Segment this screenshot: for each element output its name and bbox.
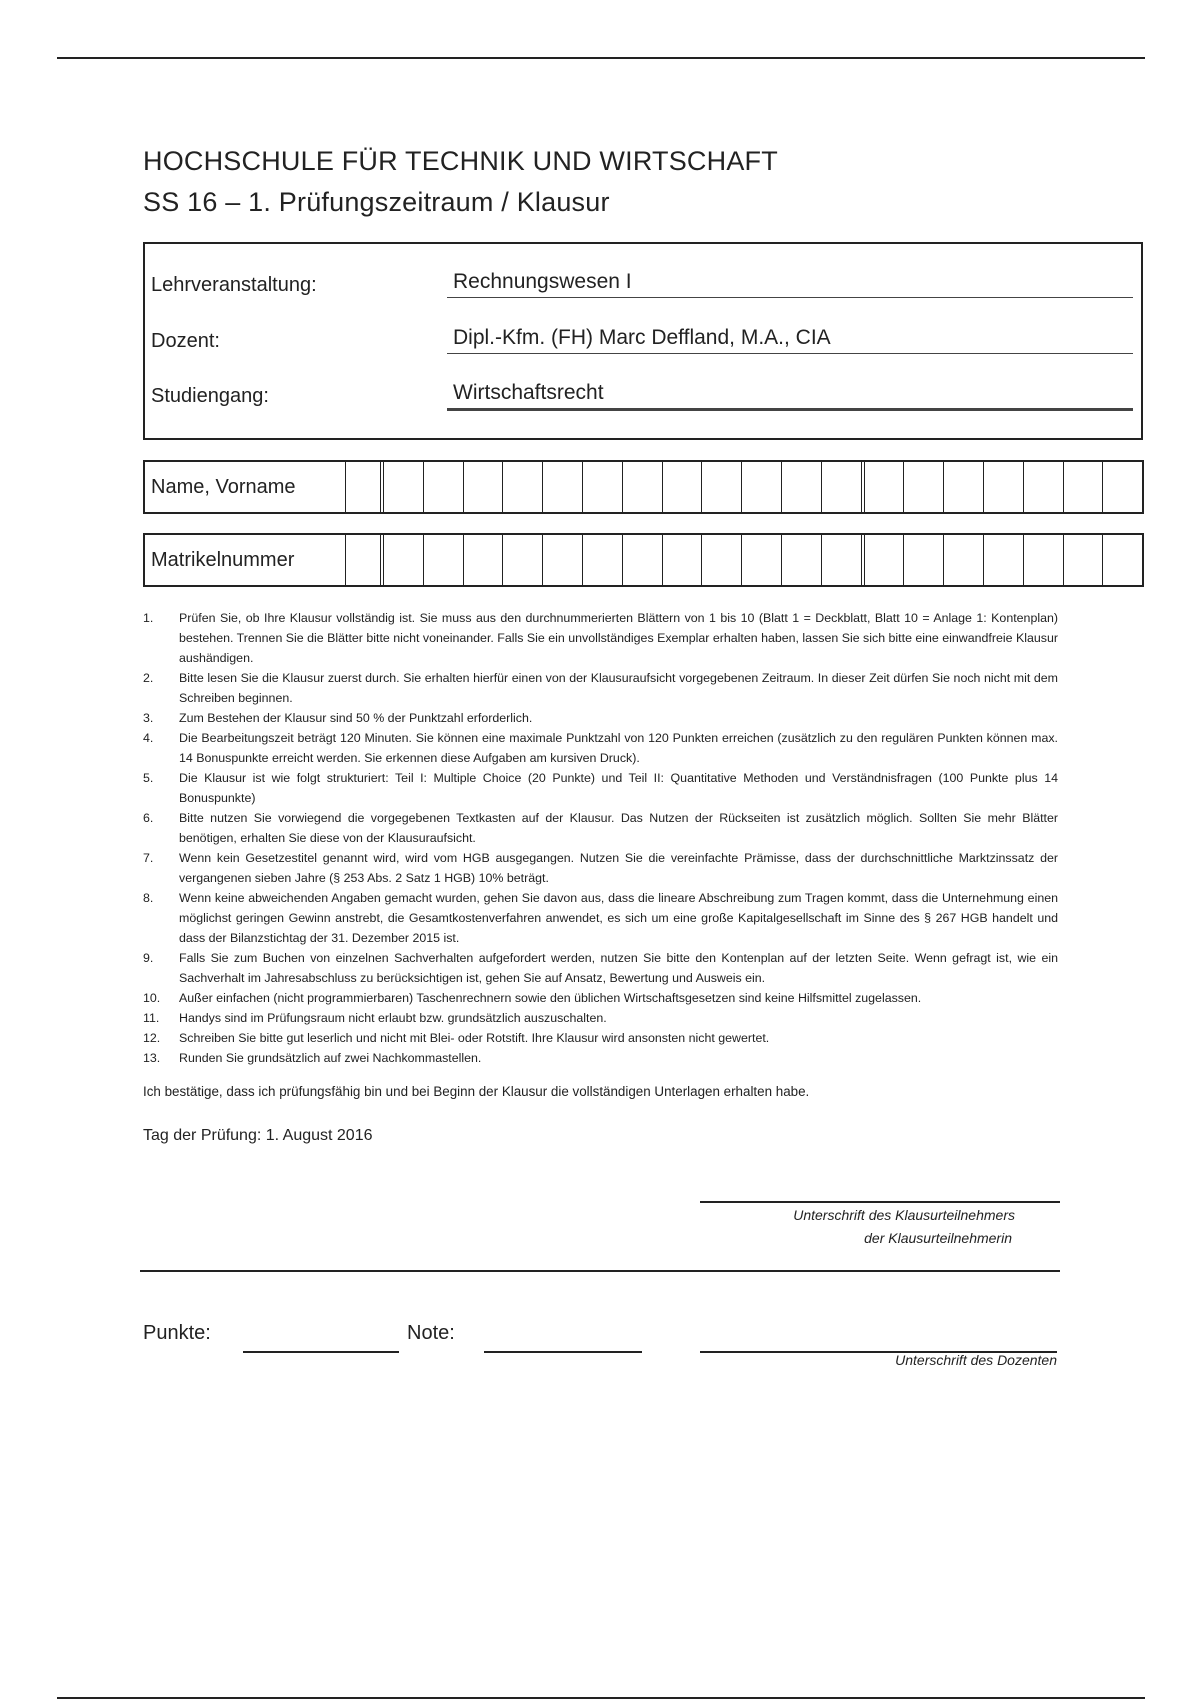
matriculation-char-box[interactable]	[782, 535, 822, 585]
institution-title: HOCHSCHULE FÜR TECHNIK UND WIRTSCHAFT	[143, 146, 778, 176]
instruction-number: 1.	[143, 611, 154, 625]
course-value-field[interactable]: Rechnungswesen I	[447, 270, 1133, 298]
name-char-box[interactable]	[742, 462, 782, 512]
instruction-text: Zum Bestehen der Klausur sind 50 % der Punktzahl erforderlich.	[179, 711, 533, 725]
name-char-box[interactable]	[904, 462, 944, 512]
lecturer-label: Dozent:	[151, 330, 220, 352]
name-char-box[interactable]	[424, 462, 464, 512]
name-char-box[interactable]	[1024, 462, 1064, 512]
name-char-box[interactable]	[865, 462, 905, 512]
matriculation-char-box[interactable]	[984, 535, 1024, 585]
name-char-box[interactable]	[663, 462, 703, 512]
participant-signature-caption-2: der Klausurteilnehmerin	[864, 1230, 1012, 1246]
instruction-number: 11.	[143, 1011, 160, 1025]
participant-signature-caption: Unterschrift des Klausurteilnehmers	[793, 1207, 1015, 1223]
course-label: Lehrveranstaltung:	[151, 274, 317, 296]
instruction-item	[143, 768, 1058, 808]
matriculation-char-box[interactable]	[583, 535, 623, 585]
instruction-item	[143, 888, 1058, 948]
participant-signature-line[interactable]	[700, 1201, 1060, 1203]
matriculation-char-box[interactable]	[384, 535, 424, 585]
name-char-box[interactable]	[782, 462, 822, 512]
instructions-list	[143, 608, 1058, 1068]
instruction-item	[143, 1048, 1058, 1068]
instruction-number: 3.	[143, 711, 154, 725]
name-grid	[143, 460, 1144, 514]
instruction-item	[143, 668, 1058, 708]
matriculation-char-box[interactable]	[865, 535, 905, 585]
matriculation-label: Matrikelnummer	[145, 535, 346, 585]
exam-date: Tag der Prüfung: 1. August 2016	[143, 1127, 373, 1144]
section-divider	[140, 1270, 1060, 1272]
name-grid-gap	[346, 462, 384, 512]
grade-label: Note:	[407, 1322, 455, 1344]
matriculation-char-box[interactable]	[464, 535, 504, 585]
program-value-field[interactable]: Wirtschaftsrecht	[447, 381, 1133, 411]
instruction-number: 6.	[143, 811, 154, 825]
instruction-text: Runden Sie grundsätzlich auf zwei Nachkommastellen.	[179, 1051, 482, 1065]
name-char-box[interactable]	[1064, 462, 1104, 512]
matriculation-char-box[interactable]	[623, 535, 663, 585]
instruction-text: Schreiben Sie bitte gut leserlich und nicht mit Blei- oder Rotstift. Ihre Klausur wird ansonsten nicht gewertet.	[179, 1031, 770, 1045]
name-char-box[interactable]	[822, 462, 865, 512]
matriculation-char-box[interactable]	[822, 535, 865, 585]
name-char-box[interactable]	[623, 462, 663, 512]
instruction-item	[143, 728, 1058, 768]
instruction-item	[143, 708, 1058, 728]
lecturer-value-field[interactable]: Dipl.-Kfm. (FH) Marc Deffland, M.A., CIA	[447, 326, 1133, 354]
instruction-item	[143, 848, 1058, 888]
instruction-text: Wenn keine abweichenden Angaben gemacht wurden, gehen Sie davon aus, dass die lineare Abschreibung zum Tragen kommt, dass die Unternehmung einen möglichst geringen Gewinn anstrebt, die Gesamtkostenverfahren anwendet, es sich um eine große Kapitalgesellschaft im Sinne des § 267 HGB handelt und dass der Bilanzstichtag der 31. Dezember 2015 ist.	[179, 891, 1058, 945]
points-label: Punkte:	[143, 1322, 211, 1344]
matriculation-char-box[interactable]	[424, 535, 464, 585]
matriculation-grid	[143, 533, 1144, 587]
name-char-box[interactable]	[583, 462, 623, 512]
matriculation-char-box[interactable]	[503, 535, 543, 585]
name-label: Name, Vorname	[145, 462, 346, 512]
matriculation-char-box[interactable]	[663, 535, 703, 585]
program-label: Studiengang:	[151, 385, 269, 407]
instruction-text: Falls Sie zum Buchen von einzelnen Sachverhalten aufgefordert werden, nutzen Sie bitte den Kontenplan auf der letzten Seite. Wenn gefragt ist, wie ein Sachverhalt im Jahresabschluss zu berücksichtigen ist, gehen Sie auf Ansatz, Bewertung und Ausweis ein.	[179, 951, 1058, 985]
name-char-box[interactable]	[1103, 462, 1142, 512]
course-info-box	[143, 242, 1143, 440]
instruction-number: 2.	[143, 671, 154, 685]
name-char-box[interactable]	[503, 462, 543, 512]
grade-field[interactable]	[484, 1351, 642, 1353]
name-char-box[interactable]	[944, 462, 984, 512]
instruction-number: 10.	[143, 991, 161, 1005]
matriculation-char-box[interactable]	[904, 535, 944, 585]
instruction-item	[143, 608, 1058, 668]
instruction-item	[143, 808, 1058, 848]
matriculation-char-box[interactable]	[1103, 535, 1142, 585]
confirmation-statement: Ich bestätige, dass ich prüfungsfähig bin und bei Beginn der Klausur die vollständigen Unterlagen erhalten habe.	[143, 1084, 810, 1099]
bottom-rule	[57, 1697, 1145, 1699]
instruction-item	[143, 988, 1058, 1008]
instruction-item	[143, 948, 1058, 988]
name-char-box[interactable]	[464, 462, 504, 512]
name-char-box[interactable]	[984, 462, 1024, 512]
instruction-item	[143, 1008, 1058, 1028]
instruction-text: Die Bearbeitungszeit beträgt 120 Minuten. Sie können eine maximale Punktzahl von 120 Punkten erreichen (zusätzlich zu den regulären Punkten können max. 14 Bonuspunkte erreicht werden. Sie erkennen diese Aufgaben am kursiven Druck).	[179, 731, 1058, 765]
instruction-text: Wenn kein Gesetzestitel genannt wird, wird vom HGB ausgegangen. Nutzen Sie die vereinfachte Prämisse, dass der durchschnittliche Marktzinssatz der vergangenen sieben Jahre (§ 253 Abs. 2 Satz 1 HGB) 10% beträgt.	[179, 851, 1058, 885]
matriculation-char-box[interactable]	[1064, 535, 1104, 585]
instruction-item	[143, 1028, 1058, 1048]
points-field[interactable]	[243, 1351, 399, 1353]
instruction-number: 7.	[143, 851, 154, 865]
name-char-box[interactable]	[384, 462, 424, 512]
matriculation-char-box[interactable]	[742, 535, 782, 585]
name-char-box[interactable]	[702, 462, 742, 512]
instruction-number: 5.	[143, 771, 154, 785]
instruction-text: Außer einfachen (nicht programmierbaren) Taschenrechnern sowie den üblichen Wirtschaftsgesetzen sind keine Hilfsmittel zugelassen.	[179, 991, 922, 1005]
instruction-text: Die Klausur ist wie folgt strukturiert: Teil I: Multiple Choice (20 Punkte) und Teil II: Quantitative Methoden und Verständnisfragen (100 Punkte plus 14 Bonuspunkte)	[179, 771, 1058, 805]
instruction-text: Prüfen Sie, ob Ihre Klausur vollständig ist. Sie muss aus den durchnummerierten Blättern von 1 bis 10 (Blatt 1 = Deckblatt, Blatt 10 = Anlage 1: Kontenplan) bestehen. Trennen Sie die Blätter bitte nicht voneinander. Falls Sie ein unvollständiges Exemplar erhalten haben, lassen Sie sich bitte eine einwandfreie Klausur aushändigen.	[179, 611, 1058, 665]
instruction-text: Handys sind im Prüfungsraum nicht erlaubt bzw. grundsätzlich auszuschalten.	[179, 1011, 607, 1025]
instruction-number: 13.	[143, 1051, 161, 1065]
matriculation-char-box[interactable]	[543, 535, 583, 585]
matriculation-char-box[interactable]	[702, 535, 742, 585]
matriculation-char-box[interactable]	[944, 535, 984, 585]
exam-period-title: SS 16 – 1. Prüfungszeitraum / Klausur	[143, 187, 610, 217]
matriculation-grid-gap	[346, 535, 384, 585]
instruction-text: Bitte lesen Sie die Klausur zuerst durch. Sie erhalten hierfür einen von der Klausuraufsicht vorgegebenen Zeitraum. In dieser Zeit dürfen Sie noch nicht mit dem Schreiben beginnen.	[179, 671, 1058, 705]
name-char-box[interactable]	[543, 462, 583, 512]
matriculation-char-box[interactable]	[1024, 535, 1064, 585]
instruction-text: Bitte nutzen Sie vorwiegend die vorgegebenen Textkasten auf der Klausur. Das Nutzen der Rückseiten ist zusätzlich möglich. Sollten Sie mehr Blätter benötigen, erhalten Sie diese von der Klausuraufsicht.	[179, 811, 1058, 845]
instruction-number: 4.	[143, 731, 154, 745]
instruction-number: 9.	[143, 951, 154, 965]
top-rule	[57, 57, 1145, 59]
instruction-number: 12.	[143, 1031, 161, 1045]
instruction-number: 8.	[143, 891, 154, 905]
lecturer-signature-caption: Unterschrift des Dozenten	[895, 1352, 1057, 1368]
